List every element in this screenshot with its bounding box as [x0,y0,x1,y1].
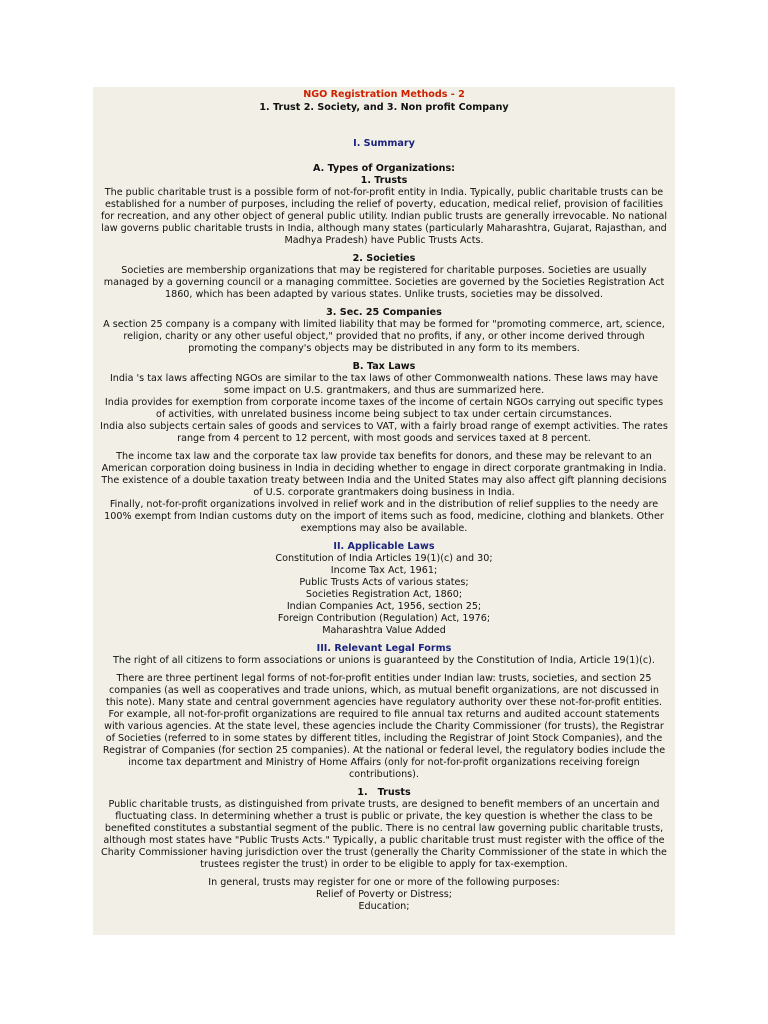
paragraph-societies: Societies are membership organizations that may be registered for charitable purposes. Societies are usually managed by a governing council or a managing committee. Societies are governed by the Societies Registration Act 1860, which has been adapted by various states. Unlike trusts, societies may be dissolved. [103,265,665,300]
law-item: Constitution of India Articles 19(1)(c) and 30; [275,553,493,564]
subheading-sec25: 3. Sec. 25 Companies [326,307,442,318]
paragraph-tax-3: India also subjects certain sales of goods and services to VAT, with a fairly broad range of exempt activities. The rates range from 4 percent to 12 percent, with most goods and services taxed at 8 percent. [100,421,668,444]
paragraph-tax-1: India 's tax laws affecting NGOs are similar to the tax laws of other Commonwealth nations. These laws may have some impact on U.S. grantmakers, and thus are summarized here. [109,373,659,396]
paragraph-tax-2: India provides for exemption from corporate income taxes of the income of certain NGOs carrying out specific types of activities, with unrelated business income being subject to tax under certain circumstances. [104,397,664,420]
purpose-item: Relief of Poverty or Distress; [316,889,452,900]
document-page [93,87,675,935]
paragraph-legal-trusts-2: In general, trusts may register for one or more of the following purposes: [208,877,560,888]
document-title: NGO Registration Methods - 2 [303,89,465,100]
paragraph-trusts: The public charitable trust is a possible form of not-for-profit entity in India. Typically, public charitable trusts can be established for a number of purposes, including the relief of poverty, education, medical relief, provision of facilities for recreation, and any other object of general public utility. Indian public trusts are generally irrevocable. No national law governs public charitable trusts in India, although many states (particularly Maharashtra, Gujarat, Rajasthan, and Madhya Pradesh) have Public Trusts Acts. [101,187,667,246]
subheading-societies: 2. Societies [352,253,416,264]
section-heading-applicable-laws: II. Applicable Laws [333,541,435,552]
law-item: Foreign Contribution (Regulation) Act, 1976; [277,613,491,624]
document-body [93,87,675,913]
section-heading-legal-forms: III. Relevant Legal Forms [316,643,452,654]
paragraph-legal-forms-2: There are three pertinent legal forms of not-for-profit entities under Indian law: trusts, societies, and section 25 companies (as well as cooperatives and trade unions, which, as mutual benefit organizations, are not discussed in this note). Many state and central government agencies have regulatory authority over these not-for-profit entities. For example, all not-for-profit organizations are required to file annual tax returns and audited account statements with various agencies. At the state level, these agencies include the Charity Commissioner (for trusts), the Registrar of Societies (referred to in some states by different titles, including the Registrar of Joint Stock Companies), and the Registrar of Companies (for section 25 companies). At the national or federal level, the regulatory bodies include the income tax department and Ministry of Home Affairs (only for not-for-profit organizations receiving foreign contributions). [102,673,666,780]
document-subtitle: 1. Trust 2. Society, and 3. Non profit Company [259,102,509,113]
section-heading-summary: I. Summary [353,138,415,149]
paragraph-tax-5: Finally, not-for-profit organizations involved in relief work and in the distribution of relief supplies to the needy are 100% exempt from Indian customs duty on the import of items such as food, medicine, clothing and blankets. Other exemptions may also be available. [104,499,664,534]
subheading-legal-trusts: 1. Trusts [357,787,411,798]
paragraph-sec25: A section 25 company is a company with limited liability that may be formed for "promoting commerce, art, science, religion, charity or any other useful object," provided that no profits, if any, or other income derived through promoting the company's objects may be distributed in any form to its members. [103,319,665,354]
law-item: Public Trusts Acts of various states; [299,577,469,588]
purpose-item: Education; [358,901,410,912]
paragraph-legal-forms-1: The right of all citizens to form associations or unions is guaranteed by the Constitution of India, Article 19(1)(c). [113,655,655,666]
law-item: Indian Companies Act, 1956, section 25; [286,601,482,612]
law-item: Income Tax Act, 1961; [330,565,438,576]
paragraph-tax-4: The income tax law and the corporate tax law provide tax benefits for donors, and these may be relevant to an American corporation doing business in India in deciding whether to engage in direct corporate grantmaking in India. The existence of a double taxation treaty between India and the United States may also affect gift planning decisions of U.S. corporate grantmakers doing business in India. [101,451,667,498]
law-item: Societies Registration Act, 1860; [305,589,463,600]
subheading-tax-laws: B. Tax Laws [352,361,416,372]
law-item: Maharashtra Value Added [322,625,446,636]
subheading-types: A. Types of Organizations: [312,163,456,174]
subheading-trusts: 1. Trusts [360,175,408,186]
paragraph-legal-trusts-1: Public charitable trusts, as distinguished from private trusts, are designed to benefit members of an uncertain and fluctuating class. In determining whether a trust is public or private, the key question is whether the class to be benefited constitutes a substantial segment of the public. There is no central law governing public charitable trusts, although most states have "Public Trusts Acts." Typically, a public charitable trust must register with the office of the Charity Commissioner having jurisdiction over the trust (generally the Charity Commissioner of the state in which the trustees register the trust) in order to be eligible to apply for tax-exemption. [101,799,667,870]
